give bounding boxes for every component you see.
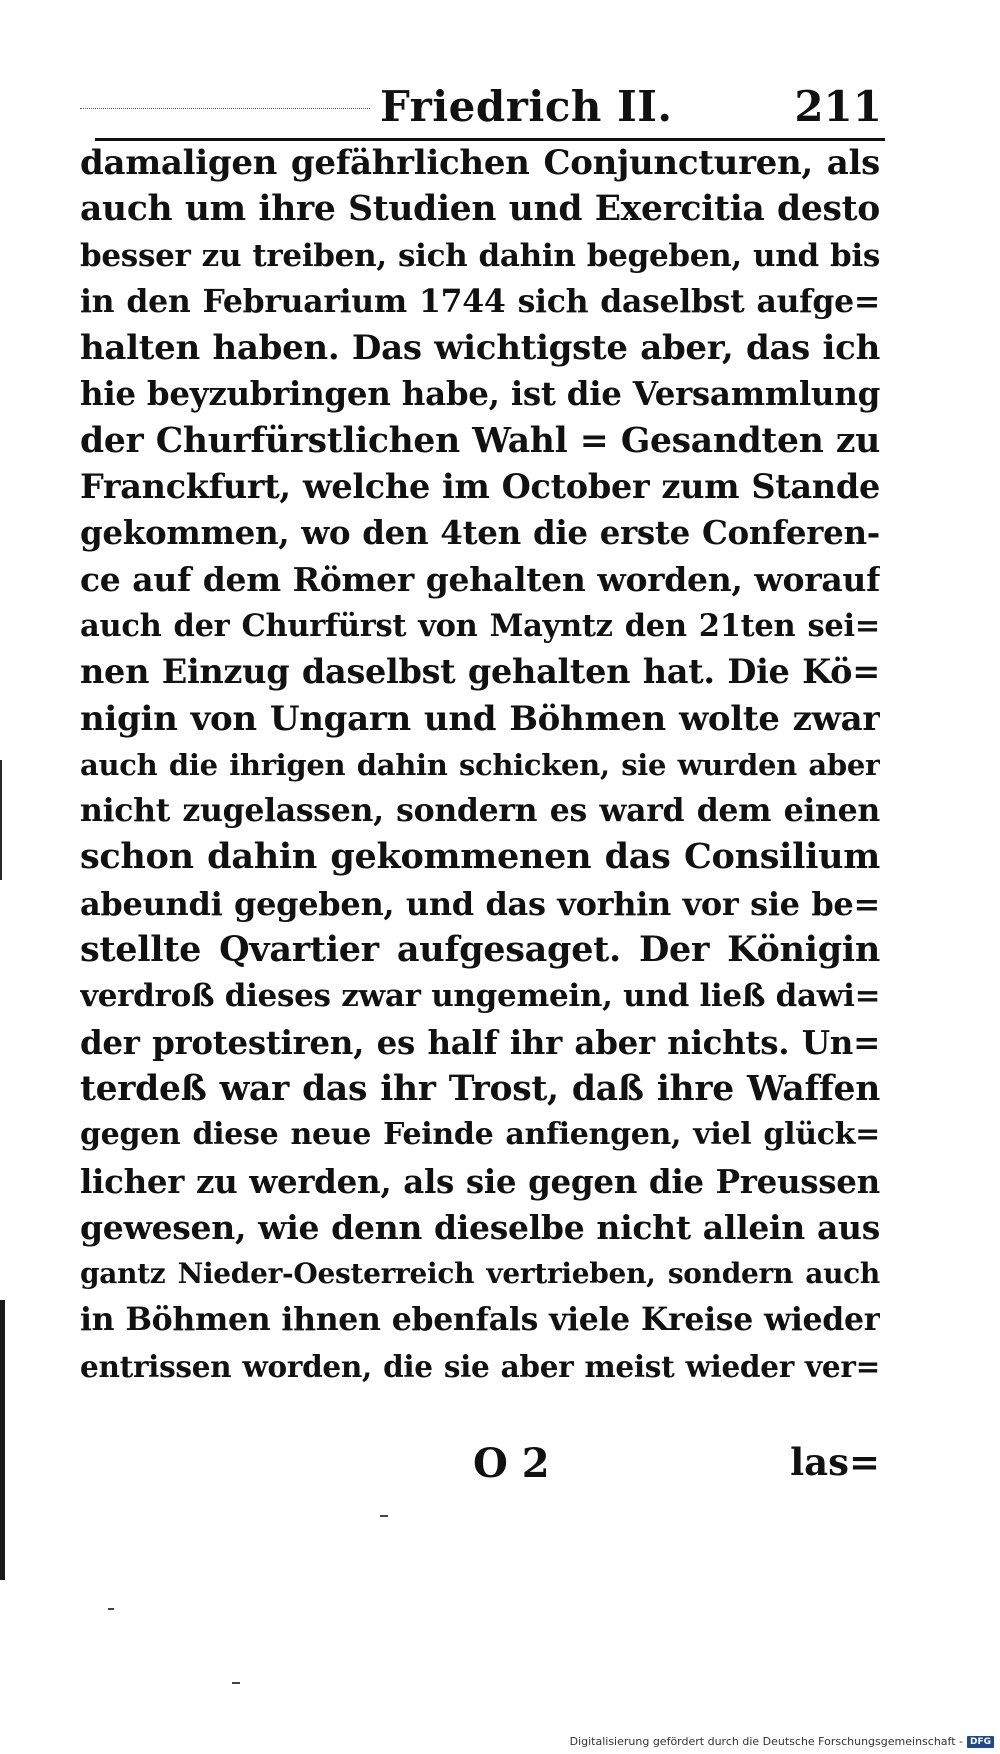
text-line: besser zu treiben, sich dahin begeben, und bis: [80, 237, 880, 274]
text-line: auch um ihre Studien und Exercitia desto: [80, 189, 880, 230]
text-line: stellte Qvartier aufgesaget. Der Königin: [80, 929, 880, 971]
text-line: nicht zugelassen, sondern es ward dem einen: [80, 792, 880, 830]
dfg-logo: DFG: [967, 1736, 994, 1748]
running-head: [80, 82, 880, 134]
catchword: las=: [790, 1440, 880, 1484]
text-line: licher zu werden, als sie gegen die Preussen: [80, 1161, 880, 1201]
signature-line: [80, 1440, 880, 1490]
ink-speck: [380, 1515, 388, 1517]
page-number: 211: [794, 82, 882, 131]
body-text: [80, 140, 880, 1390]
text-line: in Böhmen ihnen ebenfals viele Kreise wieder: [80, 1301, 880, 1339]
footer-credit: Digitalisierung gefördert durch die Deutsche Forschungsgemeinschaft -: [569, 1735, 963, 1748]
scan-edge-artifact: [0, 760, 2, 880]
head-dotted-rule: [80, 108, 370, 109]
text-line: nen Einzug daselbst gehalten hat. Die Kö=: [80, 652, 880, 692]
text-line: auch der Churfürst von Mayntz den 21ten sei=: [80, 607, 880, 644]
running-title: Friedrich II.: [380, 82, 673, 131]
scan-edge-artifact: [0, 1300, 5, 1580]
text-line: schon dahin gekommenen das Consilium: [80, 836, 880, 878]
text-line: Franckfurt, welche im October zum Stande: [80, 467, 880, 507]
text-line: verdroß dieses zwar ungemein, und ließ dawi=: [80, 978, 880, 1015]
ink-speck: [232, 1682, 240, 1684]
text-line: terdeß war das ihr Trost, daß ihre Waffen: [80, 1068, 880, 1109]
digitization-footer: [570, 1735, 994, 1748]
ink-speck: [108, 1608, 114, 1610]
text-line: hie beyzubringen habe, ist die Versammlung: [80, 374, 880, 414]
text-line: gekommen, wo den 4ten die erste Conferen-: [80, 513, 880, 553]
text-line: ce auf dem Römer gehalten worden, worauf: [80, 559, 880, 599]
text-line: in den Februarium 1744 sich daselbst aufge=: [80, 282, 880, 320]
text-line: abeundi gegeben, und das vorhin vor sie be=: [80, 884, 880, 923]
signature-mark: O 2: [473, 1440, 550, 1487]
text-line: der Churfürstlichen Wahl = Gesandten zu: [80, 420, 880, 461]
text-line: damaligen gefährlichen Conjuncturen, als: [80, 143, 880, 183]
text-line: nigin von Ungarn und Böhmen wolte zwar: [80, 698, 880, 739]
text-line: auch die ihrigen dahin schicken, sie wurden aber: [80, 747, 880, 782]
text-line: der protestiren, es half ihr aber nichts. Un=: [80, 1022, 880, 1062]
text-line: gegen diese neue Feinde anfiengen, viel glück=: [80, 1117, 880, 1153]
text-line: gewesen, wie denn dieselbe nicht allein aus: [80, 1207, 880, 1247]
text-line: halten haben. Das wichtigste aber, das ich: [80, 328, 880, 369]
text-line: entrissen worden, die sie aber meist wieder ver=: [80, 1348, 880, 1384]
text-line: gantz Nieder-Oesterreich vertrieben, sondern auch: [80, 1257, 880, 1291]
